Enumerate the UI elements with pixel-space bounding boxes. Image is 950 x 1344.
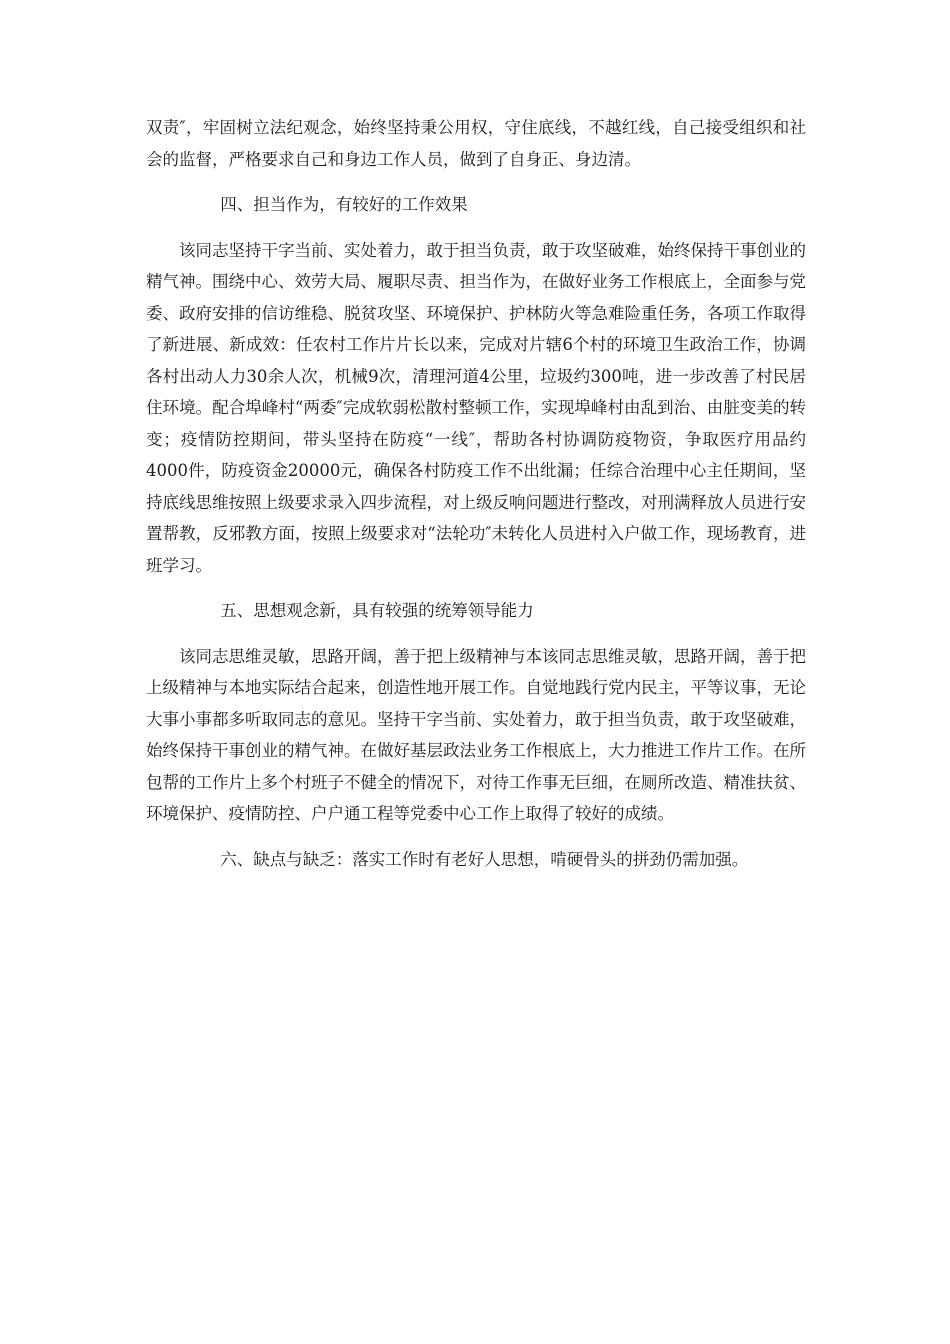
paragraph-gap [146, 581, 806, 595]
paragraph-gap [146, 627, 806, 641]
section-heading-5: 五、思想观念新，具有较强的统筹领导能力 [220, 601, 534, 620]
paragraph-gap [146, 175, 806, 189]
paragraph-continuation: 双责″，牢固树立法纪观念，始终坚持秉公用权，守住底线，不越红线，自己接受组织和社会的监督，严格要求自己和身边工作人员，做到了自身正、身边清。 [146, 118, 806, 169]
paragraph-gap [146, 221, 806, 235]
document-body [146, 112, 806, 875]
section-heading-4: 四、担当作为，有较好的工作效果 [220, 195, 468, 214]
paragraph-section-5: 该同志思维灵敏，思路开阔，善于把上级精神与本该同志思维灵敏，思路开阔，善于把上级精神与本地实际结合起来，创造性地开展工作。自觉地践行党内民主，平等议事，无论大事小事都多听取同志的意见。坚持干字当前、实处着力，敢于担当负责，敢于攻坚破难，始终保持干事创业的精气神。在做好基层政法业务工作根底上，大力推进工作片工作。在所包帮的工作片上多个村班子不健全的情况下，对待工作事无巨细，在厕所改造、精准扶贫、环境保护、疫情防控、户户通工程等党委中心工作上取得了较好的成绩。 [146, 646, 806, 823]
section-heading-6: 六、缺点与缺乏：落实工作时有老好人思想，啃硬骨头的拼劲仍需加强。 [220, 849, 749, 869]
paragraph-section-4: 该同志坚持干字当前、实处着力，敢于担当负责，敢于攻坚破难，始终保持干事创业的精气神。围绕中心、效劳大局、履职尽责、担当作为，在做好业务工作根底上，全面参与党委、政府安排的信访维稳、脱贫攻坚、环境保护、护林防火等急难险重任务，各项工作取得了新进展、新成效：任农村工作片片长以来，完成对片辖6个村的环境卫生政治工作，协调各村出动人力30余人次，机械9次，清理河道4公里，垃圾约300吨，进一步改善了村民居住环境。配合埠峰村“两委″完成软弱松散村整顿工作，实现埠峰村由乱到治、由脏变美的转变；疫情防控期间，带头坚持在防疫“一线″，帮助各村协调防疫物资，争取医疗用品约4000件，防疫资金20000元，确保各村防疫工作不出纰漏；任综合治理中心主任期间，坚持底线思维按照上级要求录入四步流程，对上级反响问题进行整改，对刑满释放人员进行安置帮教，反邪教方面，按照上级要求对“法轮功″未转化人员进村入户做工作，现场教育，进班学习。 [146, 240, 806, 575]
paragraph-gap [146, 830, 806, 844]
